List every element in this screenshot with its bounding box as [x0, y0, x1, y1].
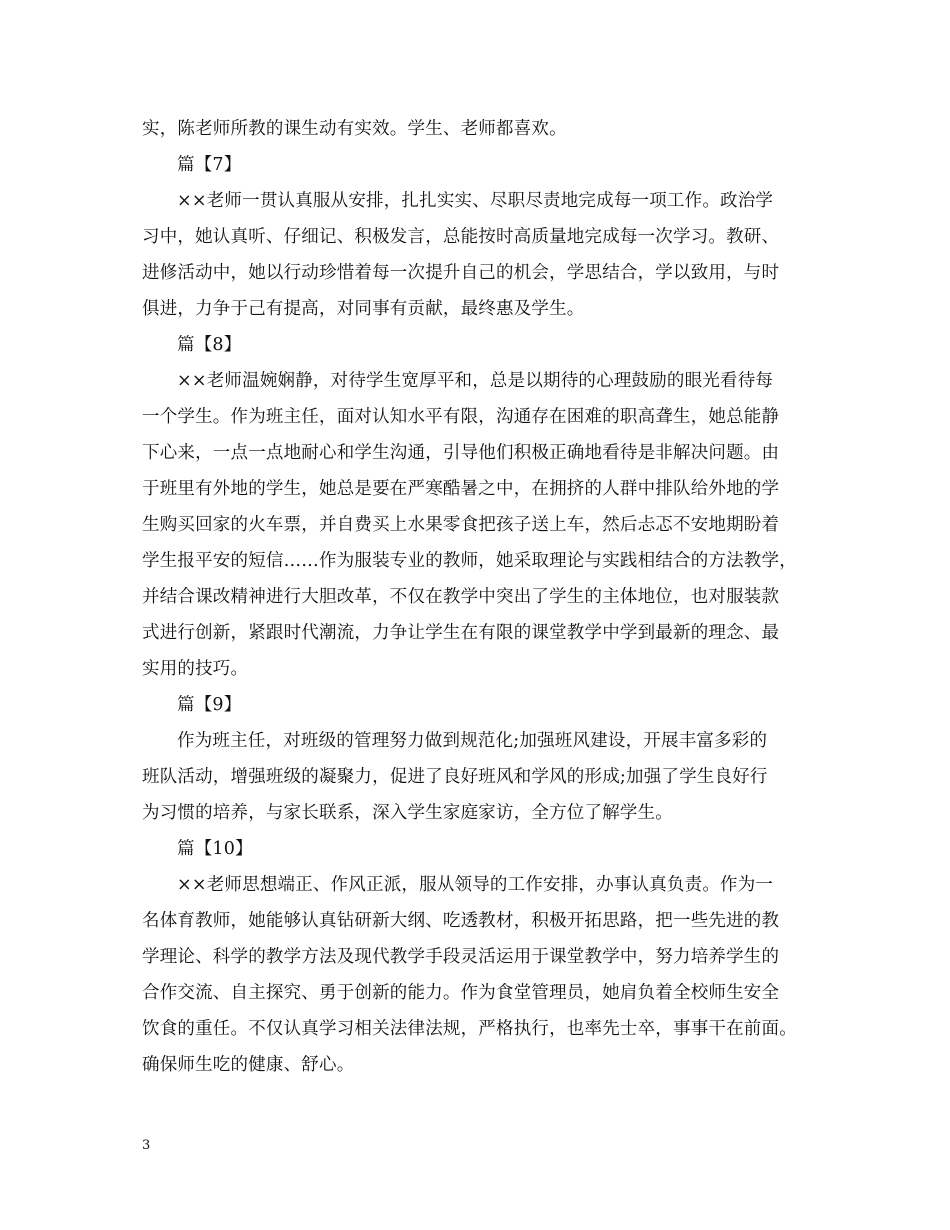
text-line: 合作交流、自主探究、勇于创新的能力。作为食堂管理员，她肩负着全校师生安全 — [142, 983, 780, 1003]
text-line: ××老师一贯认真服从安排，扎扎实实、尽职尽责地完成每一项工作。政治学 — [177, 191, 774, 211]
text-line: 学生报平安的短信……作为服装专业的教师，她采取理论与实践相结合的方法教学， — [142, 551, 797, 571]
text-line: 实用的技巧。 — [142, 659, 249, 679]
text-line: 实，陈老师所教的课生动有实效。学生、老师都喜欢。 — [142, 119, 567, 139]
text-line: ××老师温婉娴静，对待学生宽厚平和，总是以期待的心理鼓励的眼光看待每 — [177, 371, 774, 391]
text-line: 式进行创新，紧跟时代潮流，力争让学生在有限的课堂教学中学到最新的理念、最 — [142, 623, 780, 643]
section-heading-9: 篇【9】 — [177, 695, 242, 715]
text-line: 名体育教师，她能够认真钻研新大纲、吃透教材，积极开拓思路，把一些先进的教 — [142, 911, 780, 931]
text-line: 于班里有外地的学生，她总是要在严寒酷暑之中，在拥挤的人群中排队给外地的学 — [142, 479, 780, 499]
text-line: 俱进，力争于己有提高，对同事有贡献，最终惠及学生。 — [142, 299, 585, 319]
text-line: 一个学生。作为班主任，面对认知水平有限，沟通存在困难的职高聋生，她总能静 — [142, 407, 780, 427]
text-line: 习中，她认真听、仔细记、积极发言，总能按时高质量地完成每一次学习。教研、 — [142, 227, 780, 247]
text-line: 班队活动，增强班级的凝聚力，促进了良好班风和学风的形成;加强了学生良好行 — [142, 767, 768, 787]
text-line: 饮食的重任。不仅认真学习相关法律法规，严格执行，也率先士卒，事事干在前面。 — [142, 1019, 797, 1039]
text-line: ××老师思想端正、作风正派，服从领导的工作安排，办事认真负责。作为一 — [177, 875, 774, 895]
text-line: 生购买回家的火车票，并自费买上水果零食把孩子送上车，然后忐忑不安地期盼着 — [142, 515, 780, 535]
text-line: 作为班主任，对班级的管理努力做到规范化;加强班风建设，开展丰富多彩的 — [177, 731, 768, 751]
section-heading-7: 篇【7】 — [177, 155, 242, 175]
text-line: 并结合课改精神进行大胆改革，不仅在教学中突出了学生的主体地位，也对服装款 — [142, 587, 780, 607]
text-line: 下心来，一点一点地耐心和学生沟通，引导他们积极正确地看待是非解决问题。由 — [142, 443, 780, 463]
page-number: 3 — [142, 1138, 151, 1153]
section-heading-10: 篇【10】 — [177, 839, 253, 859]
text-line: 为习惯的培养，与家长联系，深入学生家庭家访，全方位了解学生。 — [142, 803, 673, 823]
text-line: 学理论、科学的教学方法及现代教学手段灵活运用于课堂教学中，努力培养学生的 — [142, 947, 780, 967]
text-line: 确保师生吃的健康、舒心。 — [142, 1055, 355, 1075]
section-heading-8: 篇【8】 — [177, 335, 242, 355]
text-line: 进修活动中，她以行动珍惜着每一次提升自己的机会，学思结合，学以致用，与时 — [142, 263, 780, 283]
